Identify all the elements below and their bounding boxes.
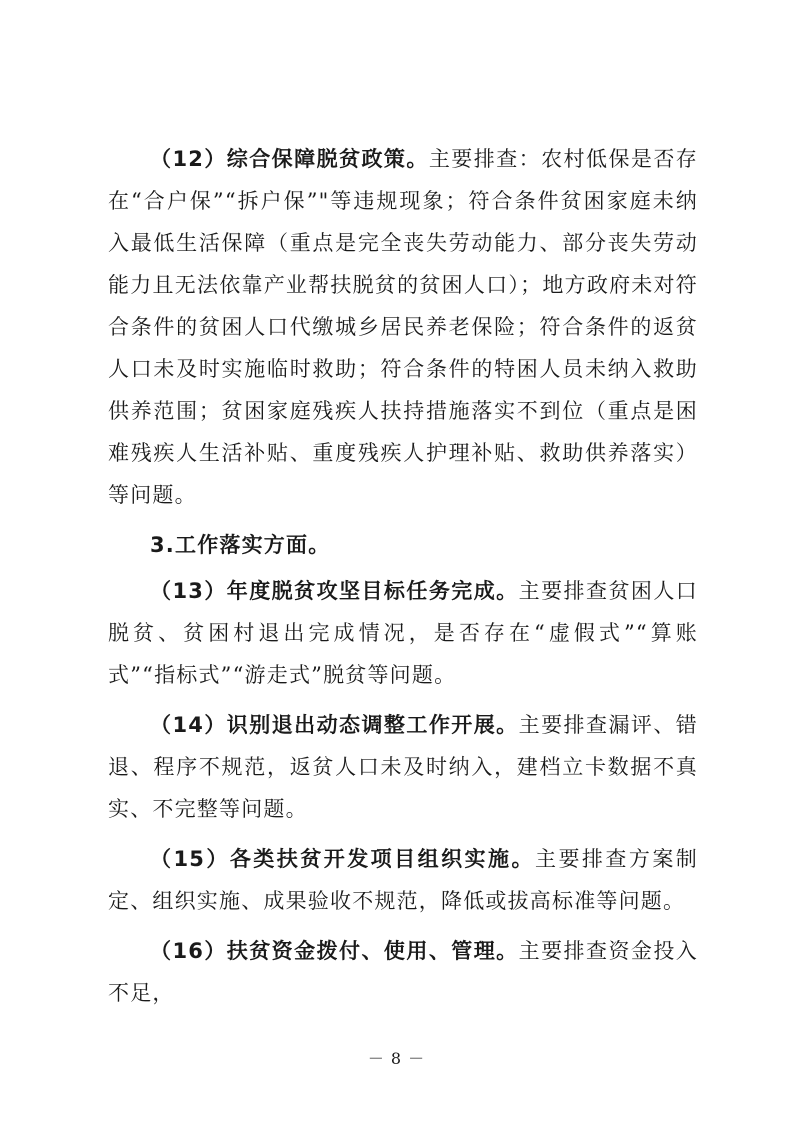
section-heading: 3.工作落实方面。: [150, 533, 331, 557]
paragraph-15: [108, 838, 698, 922]
paragraph-16: [108, 930, 698, 1014]
paragraph-13-text: 主要排查贫困人口脱贫、贫困村退出完成情况，是否存在“虚假式”“算账式”“指标式”“游走式”脱贫等问题。: [108, 579, 698, 687]
paragraph-15-heading: （15）各类扶贫开发项目组织实施。: [150, 847, 535, 871]
document-body: [108, 138, 698, 1022]
paragraph-13: [108, 570, 698, 696]
paragraph-13-heading: （13）年度脱贫攻坚目标任务完成。: [150, 579, 519, 603]
paragraph-14-text: 主要排查漏评、错退、程序不规范，返贫人口未及时纳入，建档立卡数据不真实、不完整等问题。: [108, 713, 698, 821]
paragraph-15-text: 主要排查方案制定、组织实施、成果验收不规范，降低或拔高标准等问题。: [108, 847, 698, 913]
paragraph-14: [108, 704, 698, 830]
paragraph-12-text: 主要排查：农村低保是否存在“合户保”“拆户保”"等违规现象；符合条件贫困家庭未纳入最低生活保障（重点是完全丧失劳动能力、部分丧失劳动能力且无法依靠产业帮扶脱贫的贫困人口）；地方政府未对符合条件的贫困人口代缴城乡居民养老保险；符合条件的返贫人口未及时实施临时救助；符合条件的特困人员未纳入救助供养范围；贫困家庭残疾人扶持措施落实不到位（重点是困难残疾人生活补贴、重度残疾人护理补贴、救助供养落实）等问题。: [108, 147, 699, 507]
paragraph-16-text: 主要排查资金投入不足，: [108, 939, 698, 1005]
paragraph-12: [108, 138, 698, 516]
page-number: － 8 －: [367, 1049, 426, 1068]
paragraph-16-heading: （16）扶贫资金拨付、使用、管理。: [150, 939, 519, 963]
paragraph-12-heading: （12）综合保障脱贫政策。: [150, 147, 429, 171]
paragraph-14-heading: （14）识别退出动态调整工作开展。: [150, 713, 519, 737]
